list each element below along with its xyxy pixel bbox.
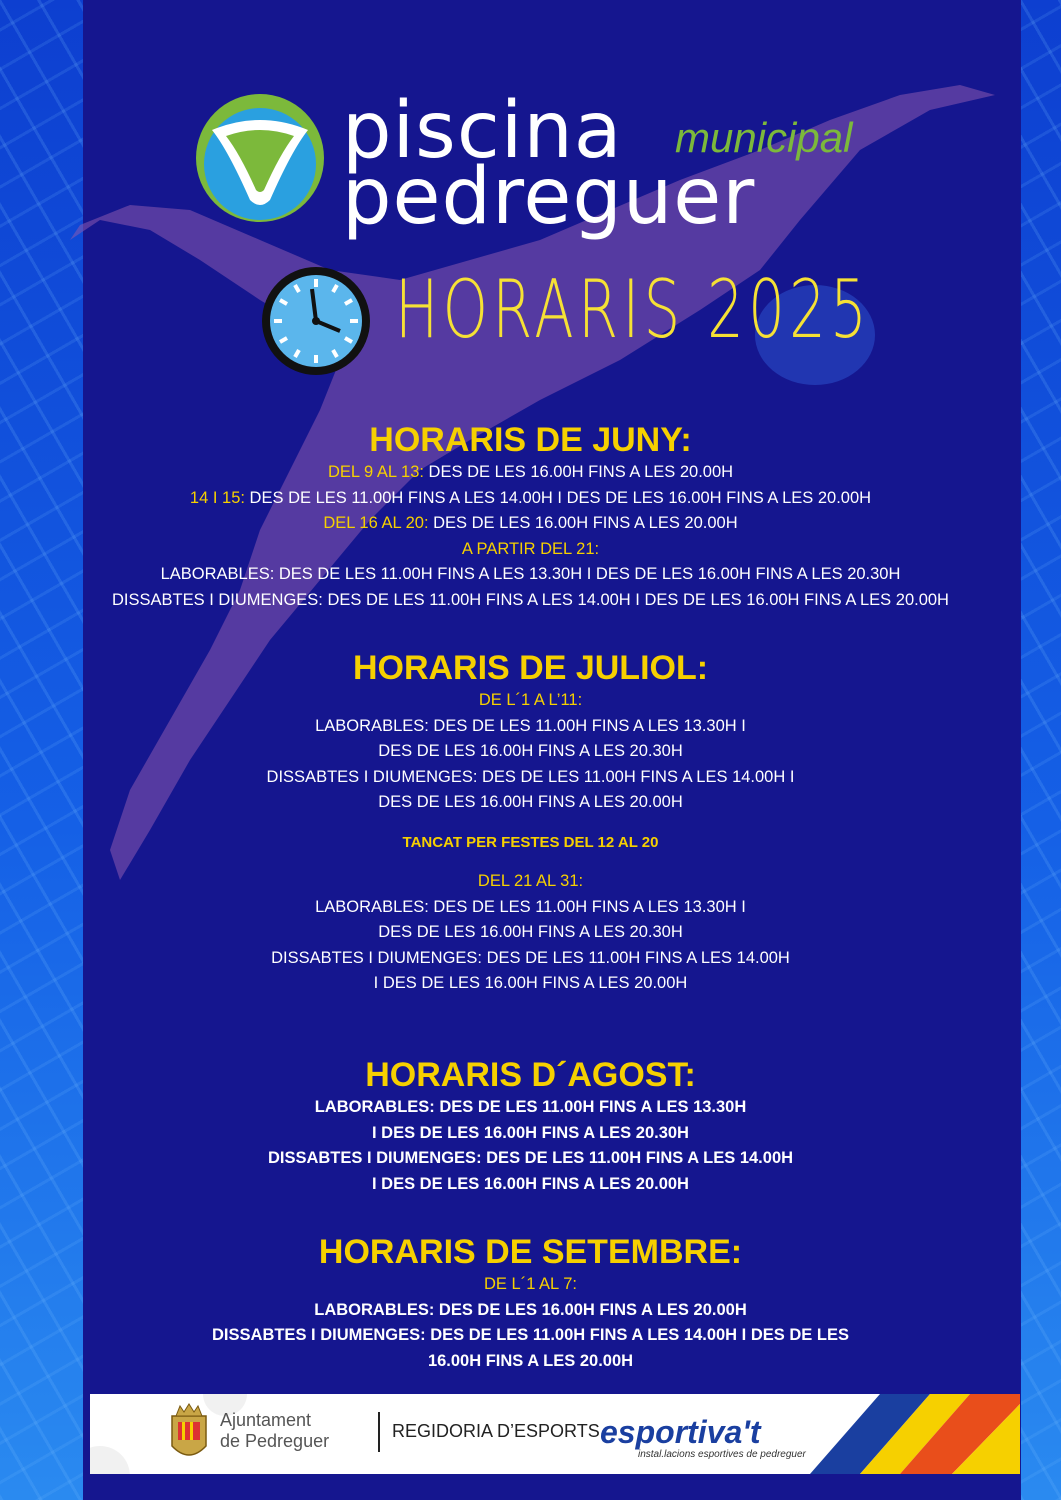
clock-icon [260, 265, 372, 377]
brand-piscina: piscina [342, 86, 623, 176]
juliol-p2-l3: DISSABTES I DIUMENGES: DES DE LES 11.00H FINS A LES 14.00H [271, 948, 790, 967]
ajuntament-shield-icon [168, 1402, 210, 1466]
juny-l3-text: DES DE LES 16.00H FINS A LES 20.00H [428, 514, 738, 532]
juliol-p1-l3: DISSABTES I DIUMENGES: DES DE LES 11.00H FINS A LES 14.00H I [266, 767, 795, 786]
setembre-label: DE L´1 AL 7: [484, 1275, 577, 1293]
esportivat-subtitle: instal.lacions esportives de pedreguer [638, 1449, 806, 1460]
juny-l1-text: DES DE LES 16.00H FINS A LES 20.00H [423, 463, 734, 481]
juliol-p2-l2: DES DE LES 16.00H FINS A LES 20.30H [378, 923, 683, 941]
juny-l2-text: DES DE LES 11.00H FINS A LES 14.00H I DES DE LES 16.00H FINS A LES 20.00H [244, 488, 872, 507]
brand-pedreguer: pedreguer [342, 152, 756, 242]
agost-l4: I DES DE LES 16.00H FINS A LES 20.00H [372, 1174, 689, 1193]
piscina-logo-icon [192, 90, 328, 226]
footer-divider [378, 1412, 380, 1452]
section-agost [0, 1055, 1061, 1197]
juny-title: HORARIS DE JUNY: [369, 421, 692, 459]
juliol-p1-l2: DES DE LES 16.00H FINS A LES 20.30H [378, 742, 683, 760]
brand-municipal: municipal [675, 114, 853, 161]
juliol-p2-l1: LABORABLES: DES DE LES 11.00H FINS A LES 13.30H I [315, 897, 746, 916]
juny-l1-label: DEL 9 AL 13: [327, 463, 424, 481]
agost-l1: LABORABLES: DES DE LES 11.00H FINS A LES 13.30H [314, 1098, 747, 1116]
agost-title: HORARIS D´AGOST: [365, 1056, 696, 1094]
setembre-l2: DISSABTES I DIUMENGES: DES DE LES 11.00H FINS A LES 14.00H I DES DE LES [212, 1326, 849, 1344]
ajuntament-l2: de Pedreguer [220, 1431, 330, 1451]
esportivat-logo: esportiva't [600, 1414, 761, 1450]
section-juny [0, 420, 1061, 613]
regidoria-esports: REGIDORIA D’ESPORTS [392, 1421, 600, 1441]
juny-l4-label: A PARTIR DEL 21: [461, 539, 600, 558]
juny-l3-label: DEL 16 AL 20: [323, 514, 429, 532]
juliol-title: HORARIS DE JULIOL: [352, 649, 709, 687]
juliol-p1-l1: LABORABLES: DES DE LES 11.00H FINS A LES 13.30H I [315, 716, 746, 735]
page-title: HORARIS 2025 [395, 263, 872, 356]
ajuntament-l1: Ajuntament [220, 1410, 312, 1430]
setembre-title: HORARIS DE SETEMBRE: [318, 1233, 743, 1271]
juliol-p2-l4: I DES DE LES 16.00H FINS A LES 20.00H [373, 974, 688, 992]
section-juliol [0, 648, 1061, 997]
footer-banner [90, 1394, 1020, 1474]
juny-l6: DISSABTES I DIUMENGES: DES DE LES 11.00H FINS A LES 14.00H I DES DE LES 16.00H FINS A LES 20.00H [112, 590, 949, 609]
juliol-p1-l4: DES DE LES 16.00H FINS A LES 20.00H [378, 793, 683, 811]
juny-l2-label: 14 I 15: [189, 488, 245, 507]
ajuntament-name [220, 1410, 329, 1452]
section-setembre [0, 1232, 1061, 1374]
agost-l3: DISSABTES I DIUMENGES: DES DE LES 11.00H FINS A LES 14.00H [267, 1149, 794, 1167]
setembre-l1: LABORABLES: DES DE LES 16.00H FINS A LES 20.00H [314, 1300, 747, 1319]
agost-l2: I DES DE LES 16.00H FINS A LES 20.30H [372, 1123, 689, 1142]
setembre-l3: 16.00H FINS A LES 20.00H [427, 1351, 634, 1370]
juliol-closed: TANCAT PER FESTES DEL 12 AL 20 [402, 833, 659, 851]
juny-l5: LABORABLES: DES DE LES 11.00H FINS A LES 13.30H I DES DE LES 16.00H FINS A LES 20.30H [160, 565, 901, 583]
juliol-p1-label: DE L´1 A L’11: [478, 691, 583, 709]
juliol-p2-label: DEL 21 AL 31: [477, 872, 584, 890]
